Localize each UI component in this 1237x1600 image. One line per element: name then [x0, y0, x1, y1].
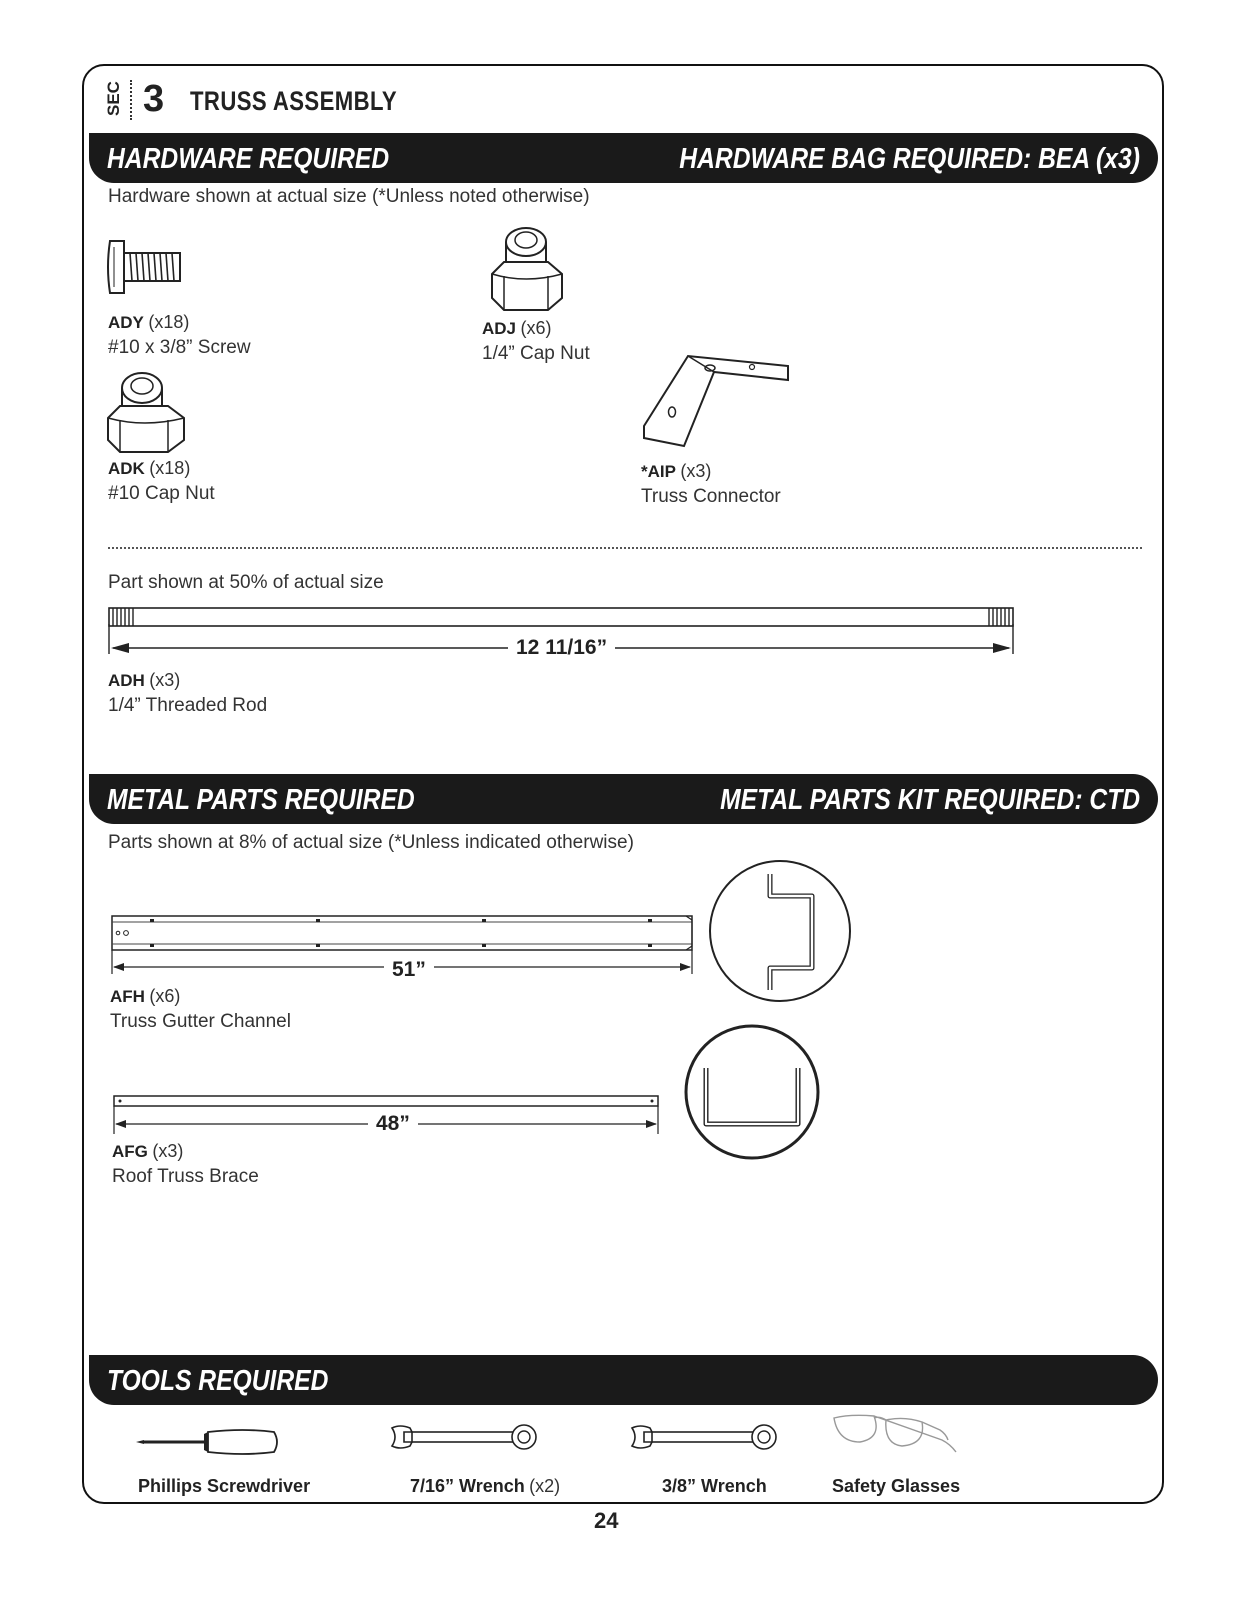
item-qty: (x6): [149, 986, 181, 1006]
section-number: 3: [143, 78, 165, 120]
hardware-note: Hardware shown at actual size (*Unless noted otherwise): [108, 186, 590, 207]
page-number: 24: [594, 1508, 619, 1533]
wrench-icon: [630, 1422, 780, 1452]
tool-qty: (x2): [529, 1476, 561, 1496]
metal-parts-header-bar: [89, 774, 1158, 824]
item-code: ADK: [108, 459, 145, 478]
item-code: AFH: [110, 987, 145, 1006]
item-code: AFG: [112, 1142, 148, 1161]
tool-label: Safety Glasses: [832, 1476, 961, 1496]
tool-label: 3/8” Wrench: [662, 1476, 767, 1496]
gutter-channel-profile-icon: [708, 860, 854, 1004]
item-qty: (x6): [520, 318, 552, 338]
gutter-channel-dimension: 51”: [384, 958, 434, 982]
item-qty: (x18): [148, 312, 190, 332]
hardware-item-adj: [482, 316, 590, 367]
item-qty: (x3): [149, 670, 181, 690]
rod-scale-note: Part shown at 50% of actual size: [108, 572, 384, 593]
section-divider: [130, 80, 132, 120]
metal-parts-kit-label: METAL PARTS KIT REQUIRED: CTD: [720, 784, 1140, 816]
section-divider-dotted: [108, 547, 1142, 549]
wrench-icon: [390, 1422, 540, 1452]
item-desc: #10 x 3/8” Screw: [108, 337, 251, 358]
item-qty: (x3): [152, 1141, 184, 1161]
hardware-item-ady: [108, 310, 251, 361]
tool-label: Phillips Screwdriver: [138, 1476, 311, 1496]
hardware-header-bar: [89, 133, 1158, 183]
hardware-header-title: HARDWARE REQUIRED: [107, 143, 390, 175]
item-code: ADJ: [482, 319, 517, 338]
item-desc: Roof Truss Brace: [112, 1166, 259, 1187]
tool-phillips-screwdriver: [138, 1476, 310, 1497]
tool-label: 7/16” Wrench: [410, 1476, 525, 1496]
hardware-bag-label: HARDWARE BAG REQUIRED: BEA (x3): [679, 143, 1140, 175]
section-tag-label: SEC: [104, 81, 123, 116]
truss-connector-icon: [640, 350, 792, 450]
tools-header-bar: [89, 1355, 1158, 1405]
item-code: ADH: [108, 671, 145, 690]
tool-3-8-wrench: [662, 1476, 767, 1497]
cap-nut-icon: [488, 224, 568, 314]
tool-safety-glasses: [832, 1476, 960, 1497]
item-desc: Truss Gutter Channel: [110, 1011, 291, 1032]
metal-item-afh: [110, 984, 291, 1035]
section-title: TRUSS ASSEMBLY: [190, 86, 398, 116]
item-code: *AIP: [641, 462, 676, 481]
metal-parts-header-title: METAL PARTS REQUIRED: [107, 784, 415, 816]
rod-dimension: 12 11/16”: [508, 636, 615, 660]
hardware-item-adk: [108, 456, 215, 507]
screw-icon: [104, 237, 194, 297]
roof-truss-brace-profile-icon: [684, 1024, 822, 1162]
roof-truss-brace-dimension: 48”: [368, 1112, 418, 1136]
item-desc: 1/4” Threaded Rod: [108, 695, 268, 716]
section-tag: [102, 78, 128, 118]
item-qty: (x18): [149, 458, 191, 478]
hardware-item-adh: [108, 668, 267, 719]
metal-item-afg: [112, 1139, 259, 1190]
screwdriver-icon: [134, 1426, 280, 1458]
item-code: ADY: [108, 313, 144, 332]
safety-glasses-icon: [830, 1412, 960, 1458]
item-desc: #10 Cap Nut: [108, 483, 215, 504]
metal-parts-note: Parts shown at 8% of actual size (*Unless indicated otherwise): [108, 832, 634, 853]
item-desc: 1/4” Cap Nut: [482, 343, 590, 364]
item-qty: (x3): [680, 461, 712, 481]
tools-header-title: TOOLS REQUIRED: [107, 1365, 329, 1397]
tool-7-16-wrench: [410, 1476, 560, 1497]
item-desc: Truss Connector: [641, 486, 781, 507]
cap-nut-icon: [106, 370, 188, 458]
hardware-item-aip: [641, 459, 781, 510]
